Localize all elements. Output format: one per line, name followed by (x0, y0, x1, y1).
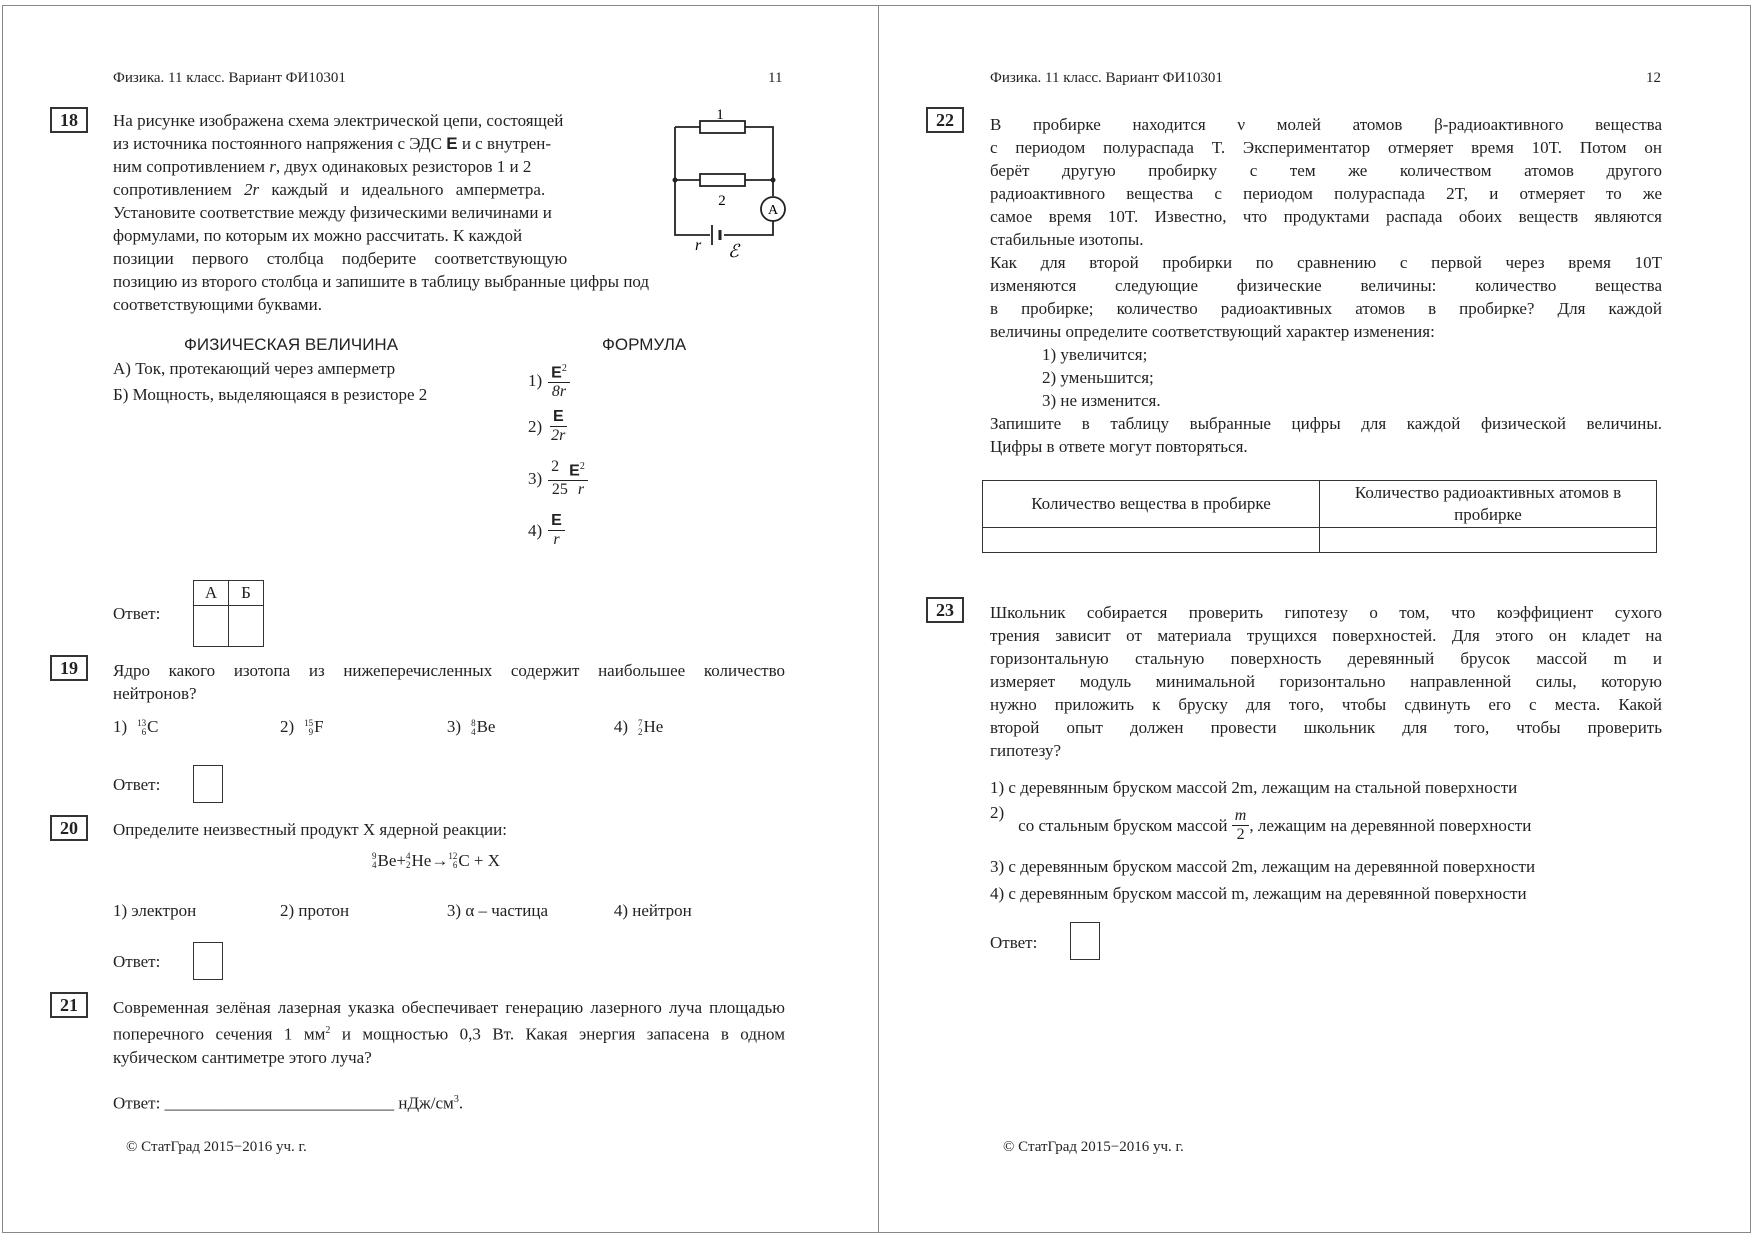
q22-choice-3: 3) не изменится. (1042, 391, 1161, 410)
q20-text: Определите неизвестный продукт X ядерной реакции: (113, 820, 507, 839)
q23-option-2: 2) со стальным бруском массой $\frac{m}{2}$ , лежащим на деревянной поверхности (990, 803, 1532, 843)
q20-number: 20 (50, 815, 88, 841)
circuit-diagram (660, 105, 800, 260)
q19-number: 19 (50, 655, 88, 681)
q20-option-4: 4) нейтрон (613, 901, 692, 920)
q20-option-1: 1) электрон (113, 901, 197, 920)
q22-header-2: Количество радиоактивных атомов в пробирке (1320, 481, 1657, 528)
q21-number: 21 (50, 992, 88, 1018)
q18-line9: соответствующими буквами. (113, 295, 322, 314)
internal-r-label: r (695, 237, 702, 254)
formula-1: 1) $\frac{E^2}{8r}$ (528, 360, 570, 401)
q18-line7: позиции первого столбца подберите соответствующую (113, 249, 568, 268)
q18-line4: сопротивлением 2r каждый и идеального амперметра. (113, 180, 546, 199)
q20-option-3: 3) α – частица (446, 901, 549, 920)
right-page-number: 12 (1646, 70, 1661, 86)
q18-line1: На рисунке изображена схема электрической цепи, состоящей (113, 111, 564, 130)
left-footer: © СтатГрад 2015−2016 уч. г. (126, 1139, 307, 1155)
emf-label: ℰ (728, 241, 739, 260)
q22-answer-cell-2[interactable] (1320, 528, 1657, 553)
q22-answer-cell-1[interactable] (983, 528, 1320, 553)
q20-option-2: 2) протон (279, 901, 350, 920)
q23-body: Школьник собирается проверить гипотезу о том, что коэффициент сухого трения зависит от материала трущихся поверхностей. Для этого он кладет на горизонтальную стальную поверхность деревянный брусок массой m и измеряет модуль минимальной горизонтально направленной силы, которую нужно приложить к бруску для того, чтобы сдвинуть его с места. Какой второй опыт должен провести школьник для того, чтобы проверить гипотезу? (990, 603, 1662, 760)
circuit-wire-top-b (745, 127, 773, 165)
q22-choice-1: 1) увеличится; (1042, 345, 1148, 364)
q18-line8: позицию из второго столбца и запишите в таблицу выбранные цифры под (113, 272, 650, 291)
q18-item-b: Б) Мощность, выделяющаяся в резисторе 2 (113, 385, 428, 404)
q19-option-3: 3) 8 4 Be (446, 717, 496, 738)
q18-answer-label: Ответ: (113, 604, 161, 623)
q23-answer-label: Ответ: (990, 933, 1038, 952)
q23-option-3: 3) с деревянным бруском массой 2m, лежащим на деревянной поверхности (990, 857, 1536, 876)
q19-text: Ядро какого изотопа из нижеперечисленных содержит наибольшее количество нейтронов? (113, 661, 785, 703)
q19-options (113, 717, 753, 737)
q18-col2-title: ФОРМУЛА (602, 335, 687, 354)
resistor-1-label: 1 (716, 107, 724, 123)
node-left (673, 178, 678, 183)
right-header: Физика. 11 класс. Вариант ФИ10301 (990, 70, 1223, 86)
q21-text: Современная зелёная лазерная указка обеспечивает генерацию лазерного луча площадью поперечного сечения 1 $мм^2$ и мощностью 0,3 Вт. Какая энергия запасена в одном кубическом сантиметре этого луча? (113, 998, 785, 1067)
q18-line5: Установите соответствие между физическими величинами и (113, 203, 552, 222)
q18-col-b-header: Б (229, 581, 264, 606)
q20-answer-label: Ответ: (113, 952, 161, 971)
circuit-wire-left (675, 127, 710, 235)
q18-answer-table (193, 580, 264, 647)
q18-answer-a-cell[interactable] (194, 606, 229, 647)
q22-number: 22 (926, 107, 964, 133)
q19-option-4: 4) 7 2 He (613, 717, 664, 738)
left-header: Физика. 11 класс. Вариант ФИ10301 (113, 70, 346, 86)
q18-item-a: А) Ток, протекающий через амперметр (113, 359, 396, 378)
q19-answer-box[interactable] (193, 765, 223, 803)
q23-option-4: 4) с деревянным бруском массой m, лежащим на деревянной поверхности (990, 884, 1527, 903)
resistor-2 (700, 174, 745, 186)
q23-number: 23 (926, 597, 964, 623)
q20-reaction: 9 4 Be + 4 2 He → 12 6 C + X (372, 851, 501, 870)
q21-answer-blank[interactable]: ___________________________ (164, 1093, 395, 1113)
node-right (771, 178, 776, 183)
q22-header-1: Количество вещества в пробирке (983, 481, 1320, 528)
q23-answer-box[interactable] (1070, 922, 1100, 960)
circuit-wire-bottom (724, 221, 773, 235)
right-footer: © СтатГрад 2015−2016 уч. г. (1003, 1139, 1184, 1155)
q18-col-a-header: А (194, 581, 229, 606)
q19-option-1: 1) 13 6 C (113, 717, 159, 738)
q19-answer-label: Ответ: (113, 775, 161, 794)
q21-answer-line: Ответ: ___________________________ нДж/$см^3$. (113, 1093, 464, 1113)
q18-col1-title: ФИЗИЧЕСКАЯ ВЕЛИЧИНА (184, 335, 399, 354)
ammeter-label: A (767, 203, 779, 218)
left-page-number: 11 (768, 70, 783, 86)
formula-3: 3) 2 $E^2$ 25 r (528, 458, 588, 499)
q20-options (113, 901, 753, 921)
q19-option-2: 2) 15 9 F (279, 717, 324, 738)
q18-answer-b-cell[interactable] (229, 606, 264, 647)
q22-answer-table (982, 480, 1657, 553)
q23-option-1: 1) с деревянным бруском массой 2m, лежащим на стальной поверхности (990, 778, 1518, 797)
q20-answer-box[interactable] (193, 942, 223, 980)
q18-line3: ним сопротивлением r, двух одинаковых резисторов 1 и 2 (113, 157, 532, 176)
q18-line6: формулами, по которым их можно рассчитать. К каждой (113, 226, 523, 245)
formula-4: 4) $\frac{E}{r}$ (528, 512, 565, 549)
q18-line2: из источника постоянного напряжения с ЭДС E и с внутрен- (113, 134, 552, 153)
resistor-2-label: 2 (718, 193, 726, 209)
q18-number: 18 (50, 107, 88, 133)
q22-choice-2: 2) уменьшится; (1042, 368, 1154, 387)
formula-2: 2) $\frac{E}{2r}$ (528, 408, 566, 444)
q22-body: В пробирке находится ν молей атомов β-радиоактивного вещества с периодом полураспада T. Экспериментатор отмеряет время 10T. Потом он берёт другую пробирку с тем же количеством атомов другого радиоактивного вещества с периодом полураспада 2T, и отмеряет то же самое время 10T. Известно, что продуктами распада обоих веществ являются стабильные изотопы. Как для второй пробирки по сравнению с первой через время 10T изменяются следующие физические величины: количество вещества в пробирке; количество радиоактивных атомов в пробирке? Для каждой величины определите соответствующий характер изменения: 1) увеличится; 2) уменьшится; 3) не изменится. Запишите в таблицу выбранные цифры для каждой физической величины. Цифры в ответе могут повторяться. (990, 115, 1662, 456)
